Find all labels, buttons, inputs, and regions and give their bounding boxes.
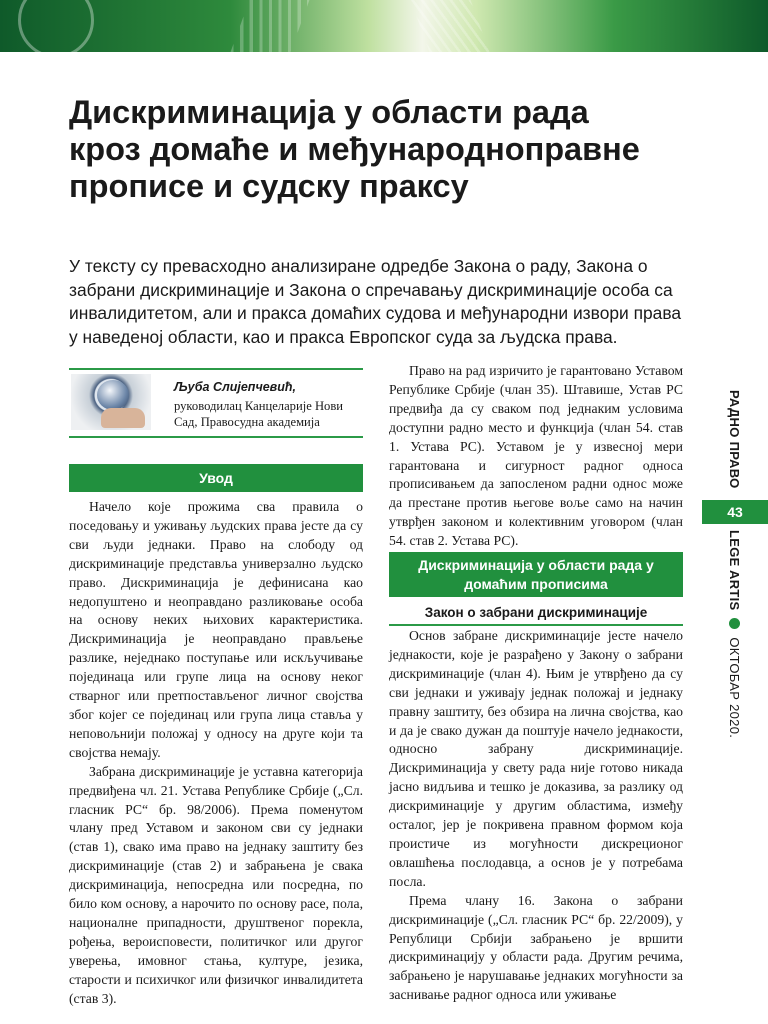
column-right-bottom <box>389 627 683 1005</box>
paragraph: Према члану 16. Закона о забрани дискриминације („Сл. гласник РС“ бр. 22/2009), у Републици Србији забрањено је вршити дискриминацију у области рада. Другим речима, забрањено је нарушавање једнаких могућности за заснивање радног односа или уживање <box>389 892 683 1003</box>
journal-info <box>727 530 742 738</box>
bullet-dot-icon <box>729 618 740 629</box>
author-role: руководилац Канцеларије Нови Сад, Правосудна академија <box>174 399 344 429</box>
page-number: 43 <box>702 500 768 524</box>
book-pages-decoration <box>411 0 490 52</box>
header-banner <box>0 0 768 52</box>
author-box <box>69 368 363 438</box>
banner-decoration <box>18 0 94 52</box>
column-right-top <box>389 362 683 551</box>
author-name: Љуба Слијепчевић, <box>174 380 296 394</box>
author-photo <box>71 374 151 430</box>
section-heading-discrimination: Дискриминација у области рада у домаћим прописима <box>389 552 683 597</box>
section-label: РАДНО ПРАВО <box>727 390 742 489</box>
journal-name: LEGE ARTIS <box>727 530 742 611</box>
article-lead: У тексту су превасходно анализиране одредбе Закона о раду, Закона о забрани дискриминације и Закона о спречавању дискриминације особа са инвалидитетом, али и пракса домаћих судова и међународни извори права у наведеној области, као и пракса Европског суда за људска права. <box>69 256 682 347</box>
article-title: Дискриминација у области рада кроз домаће и међународноправне прописе и судску праксу <box>69 94 640 204</box>
subheading-law: Закон о забрани дискриминације <box>389 604 683 626</box>
page-sidebar <box>710 370 768 750</box>
column-left <box>69 498 363 1008</box>
hand-image <box>101 408 145 428</box>
issue-date: ОКТОБАР 2020. <box>727 637 742 739</box>
paragraph: Забрана дискриминације је уставна категорија предвиђена чл. 21. Устава Републике Србије („Сл. гласник РС“ бр. 98/2006). Према поменутом члану пред Уставом и законом сви су једнаки (став 1), свако има право на једнаку заштиту без дискриминације (став 2) и забрањена је свака дискриминација, непосредна или посредна, по било ком основу, а нарочито по основу расе, пола, националне припадности, друштвеног порекла, рођења, вероисповести, политичког или другог уверења, имовног стања, културе, језика, старости и психичког или физичког инвалидитета (став 3). <box>69 763 363 1006</box>
book-pages-decoration <box>231 0 310 52</box>
section-heading-uvod: Увод <box>69 464 363 492</box>
globe-image <box>97 380 129 410</box>
paragraph: Право на рад изричито је гарантовано Уставом Републике Србије (члан 35). Штавише, Устав РС предвиђа да су сваком под једнаким условима доступни радно место и функција (члан 54. став 1. Устава РС). Уставом је у извесној мери гарантована и сигурност радног односа прописивањем да запосленом радни однос може да престане против његове воље само на начин утврђен законом и колективним уговором (члан 54. став 2. Устава РС). <box>389 363 683 549</box>
paragraph: Основ забране дискриминације јесте начело једнакости, које је разрађено у Закону о забрани дискриминације (члан 4). Њим је утврђено да су сви једнаки и уживају једнак положај и једнаку правну заштиту, без обзира на лична својства, као и да је свако дужан да поштује начело једнакости, односно забрану дискриминације. Дискриминација у свету рада није готово никада јасно видљива и тешко је доказива, за разлику од дискриминације у другим областима, између осталог, јер је покривена правном формом која проистиче из могућности дискреционог овлашћења послодавца, а основ је у потребама посла. <box>389 628 683 889</box>
paragraph: Начело које прожима сва правила о поседовању и уживању људских права јесте да су сви људи једнаки. Право на слободу од дискриминације представља универзално људско право. Дискриминација је дефинисана као недопуштено и неоправдано разликовање особа на основу неких њихових карактеристика. Дискриминација је неоправдано прављење разлике, неједнако поступање или искључивање појединаца или групе лица на основу неког стварног или претпостављеног личног својства због којег се појединац или група лица ставља у неповољнији положај у односу на друге који та својства немају. <box>69 499 363 760</box>
